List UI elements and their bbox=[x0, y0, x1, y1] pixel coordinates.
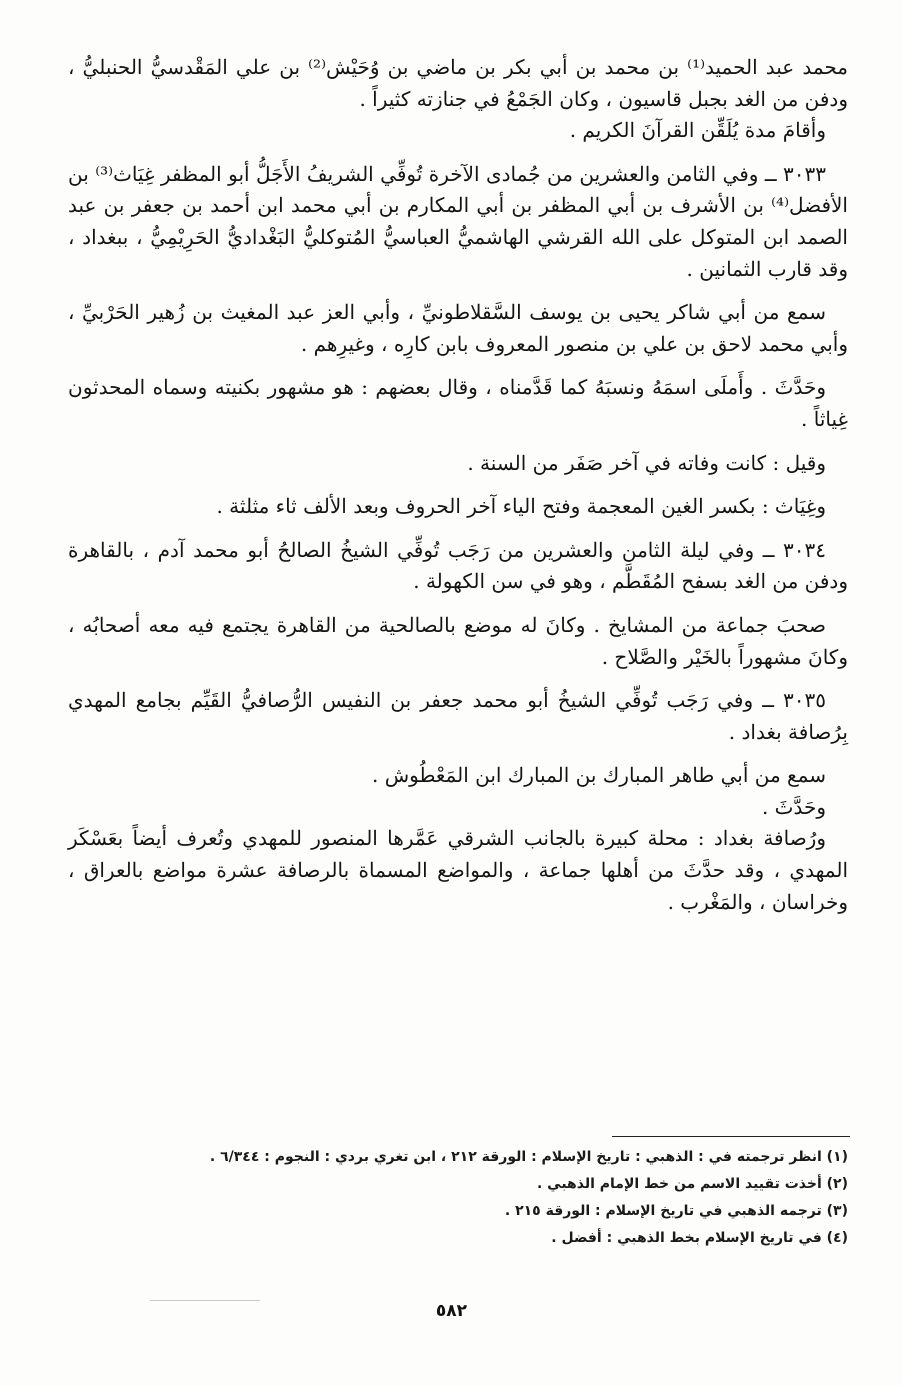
footnote-4: (٤) في تاريخ الإسلام بخط الذهبي : أفضل . bbox=[551, 1230, 848, 1246]
footnote-divider bbox=[612, 1136, 850, 1137]
footnote-3: (٣) ترجمه الذهبي في تاريخ الإسلام : الورقة ٢١٥ . bbox=[504, 1203, 848, 1219]
entry-3034: ٣٠٣٤ ــ وفي ليلة الثامن والعشرين من رَجَب تُوفِّي الشيخُ الصالحُ أبو محمد آدم ، بالقاهرة ودفن من الغد بسفح المُقَطَّم ، وهو في سن الكهولة . bbox=[68, 537, 848, 594]
paragraph: وأقامَ مدة يُلَقِّن القرآنَ الكريم . bbox=[569, 118, 826, 143]
paragraph: سمع من أبي طاهر المبارك بن المبارك ابن المَعْطُوش . bbox=[372, 763, 826, 788]
paragraph: ورُصافة بغداد : محلة كبيرة بالجانب الشرقي عَمَّرها المنصور للمهدي وتُعرف أيضاً بعَسْكَر المهدي ، وقد حدَّثَ من أهلها جماعة ، والمواضع المسماة بالرصافة عشرة مواضع بالعراق ، وخراسان ، والمَغْرب . bbox=[68, 826, 848, 914]
paragraph: وحَدَّثَ . وأَملَى اسمَهُ ونسبَهُ كما قَدَّمناه ، وقال بعضهم : هو مشهور بكنيته وسماه المحدثون غِياثاً . bbox=[68, 375, 848, 431]
paragraph: سمع من أبي شاكر يحيى بن يوسف السَّقلاطونيِّ ، وأبي العز عبد المغيث بن زُهير الحَرْبيِّ ، وأبي محمد لاحق بن علي بن منصور المعروف بابن كارِه ، وغيرِهم . bbox=[68, 300, 848, 356]
paragraph: وغِيَاث : بكسر الغين المعجمة وفتح الياء آخر الحروف وبعد الألف ثاء مثلثة . bbox=[216, 494, 826, 519]
entry-3035: ٣٠٣٥ ــ وفي رَجَب تُوفِّي الشيخُ أبو محمد جعفر بن النفيس الرُّصافيُّ القَيِّم بجامع المهدي بِرُصافة بغداد . bbox=[68, 688, 848, 744]
footnotes bbox=[100, 1144, 848, 1252]
footnote-2: (٢) أخذت تقييد الاسم من خط الإمام الذهبي . bbox=[536, 1176, 848, 1192]
paragraph: وقيل : كانت وفاته في آخر صَفَر من السنة . bbox=[467, 450, 826, 475]
main-text-body bbox=[68, 52, 848, 918]
paragraph: صحبَ جماعة من المشايخ . وكانَ له موضع بالصالحية من القاهرة يجتمع فيه معه أصحابُه ، وكانَ مشهوراً بالخَيْر والصَّلاح . bbox=[68, 612, 848, 669]
footnote-1: (١) انظر ترجمته في : الذهبي : تاريخ الإسلام : الورقة ٢١٢ ، ابن تغري بردي : النجوم : ٦/٣٤٤ . bbox=[209, 1149, 848, 1165]
paragraph: وحَدَّثَ . bbox=[761, 794, 826, 819]
page-number: ٥٨٢ bbox=[435, 1301, 468, 1321]
entry-3033: ٣٠٣٣ ــ وفي الثامن والعشرين من جُمادى الآخرة تُوفِّي الشريفُ الأَجَلُّ أبو المظفر غِيَاث⁽³⁾ بن الأفضل⁽⁴⁾ بن الأشرف بن أبي المظفر بن أبي المكارم بن أبي محمد ابن أحمد بن جعفر بن عبد الصمد ابن المتوكل على الله القرشي الهاشميُّ العباسيُّ المُتوكليُّ البَغْداديُّ الحَرِيْمِيُّ ، ببغداد ، وقد قارب الثمانين . bbox=[68, 161, 848, 281]
paragraph: محمد عبد الحميد⁽¹⁾ بن محمد بن أبي بكر بن ماضي بن وُحَيْش⁽²⁾ بن علي المَقْدسيُّ الحنبليُّ ، ودفن من الغد بجبل قاسيون ، وكان الجَمْعُ في جنازته كثيراً . bbox=[68, 55, 849, 111]
